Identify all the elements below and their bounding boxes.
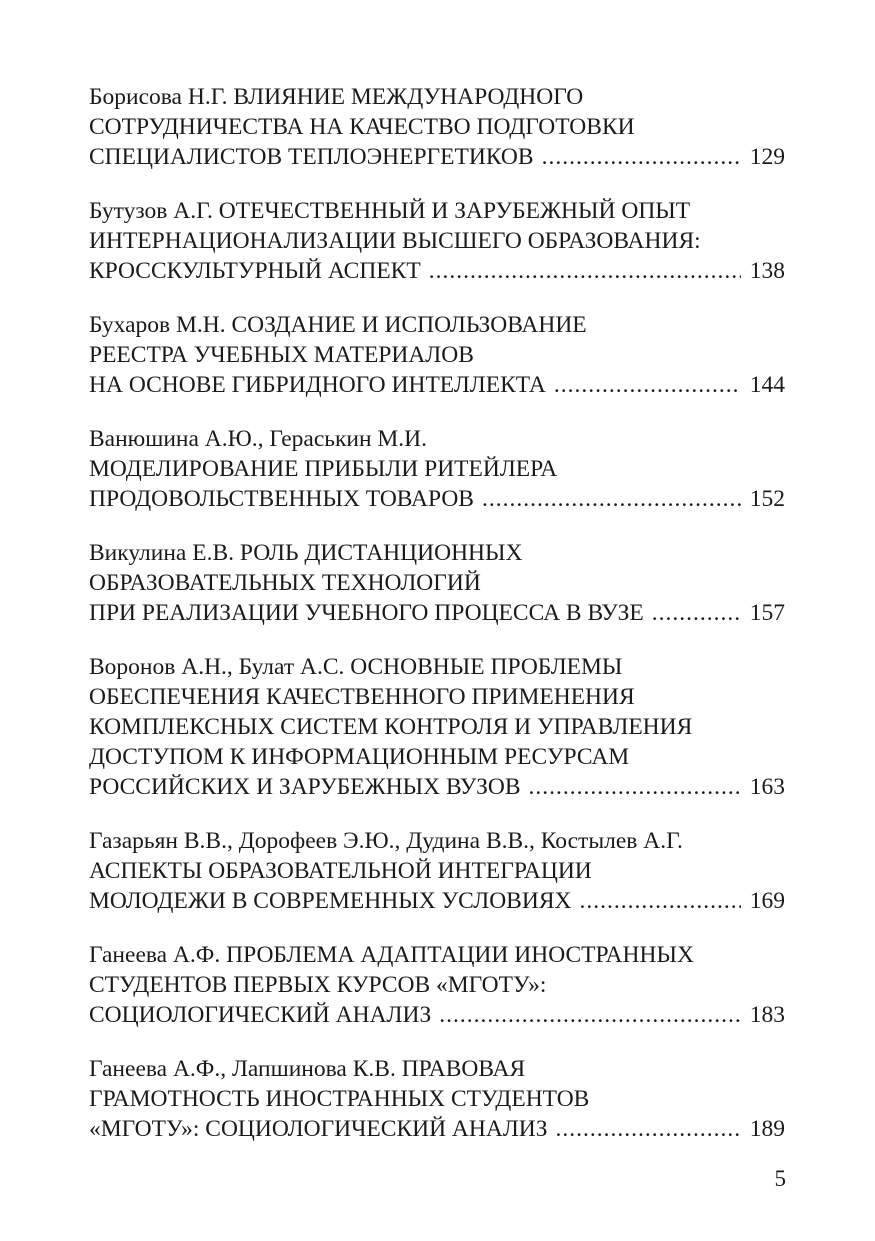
toc-entry xyxy=(89,940,785,1030)
table-of-contents xyxy=(89,82,785,1168)
entry-line: ИНТЕРНАЦИОНАЛИЗАЦИИ ВЫСШЕГО ОБРАЗОВАНИЯ: xyxy=(89,228,701,254)
entry-title-end: ПРИ РЕАЛИЗАЦИИ УЧЕБНОГО ПРОЦЕССА В ВУЗЕ xyxy=(89,600,644,626)
dot-leader xyxy=(554,370,741,400)
entry-page-number: 183 xyxy=(749,1002,785,1028)
dot-leader xyxy=(429,256,741,286)
entry-title-end: МОЛОДЕЖИ В СОВРЕМЕННЫХ УСЛОВИЯХ xyxy=(89,888,572,914)
entry-last-line xyxy=(89,142,785,172)
entry-title-end: СПЕЦИАЛИСТОВ ТЕПЛОЭНЕРГЕТИКОВ xyxy=(89,144,534,170)
entry-line: Бухаров М.Н. СОЗДАНИЕ И ИСПОЛЬЗОВАНИЕ xyxy=(89,312,587,338)
entry-title-end: «МГОТУ»: СОЦИОЛОГИЧЕСКИЙ АНАЛИЗ xyxy=(89,1116,548,1142)
entry-line: Воронов А.Н., Булат А.С. ОСНОВНЫЕ ПРОБЛЕМЫ xyxy=(89,654,623,680)
dot-leader xyxy=(482,484,741,514)
toc-entry xyxy=(89,82,785,172)
page-number: 5 xyxy=(774,1166,786,1191)
dot-leader xyxy=(439,1000,741,1030)
entry-line: ОБРАЗОВАТЕЛЬНЫХ ТЕХНОЛОГИЙ xyxy=(89,570,481,596)
toc-entry xyxy=(89,826,785,916)
entry-last-line xyxy=(89,484,785,514)
toc-entry xyxy=(89,310,785,400)
entry-line: Ганеева А.Ф. ПРОБЛЕМА АДАПТАЦИИ ИНОСТРАННЫХ xyxy=(89,942,694,968)
entry-title-end: РОССИЙСКИХ И ЗАРУБЕЖНЫХ ВУЗОВ xyxy=(89,774,521,800)
dot-leader xyxy=(579,886,741,916)
entry-last-line xyxy=(89,256,785,286)
entry-last-line xyxy=(89,772,785,802)
entry-page-number: 169 xyxy=(749,888,785,914)
entry-line: МОДЕЛИРОВАНИЕ ПРИБЫЛИ РИТЕЙЛЕРА xyxy=(89,456,558,482)
toc-entry xyxy=(89,652,785,802)
entry-line: ДОСТУПОМ К ИНФОРМАЦИОННЫМ РЕСУРСАМ xyxy=(89,744,630,770)
toc-entry xyxy=(89,1054,785,1144)
entry-last-line xyxy=(89,1000,785,1030)
dot-leader xyxy=(542,142,741,172)
entry-last-line xyxy=(89,370,785,400)
toc-entry xyxy=(89,424,785,514)
entry-page-number: 189 xyxy=(749,1116,785,1142)
entry-title-end: КРОССКУЛЬТУРНЫЙ АСПЕКТ xyxy=(89,258,421,284)
toc-entry xyxy=(89,538,785,628)
entry-page-number: 138 xyxy=(749,258,785,284)
entry-page-number: 144 xyxy=(749,372,785,398)
entry-line: Викулина Е.В. РОЛЬ ДИСТАНЦИОННЫХ xyxy=(89,540,523,566)
entry-page-number: 163 xyxy=(749,774,785,800)
entry-page-number: 157 xyxy=(749,600,785,626)
entry-last-line xyxy=(89,598,785,628)
entry-page-number: 152 xyxy=(749,486,785,512)
entry-line: Газарьян В.В., Дорофеев Э.Ю., Дудина В.В., Костылев А.Г. xyxy=(89,828,683,854)
entry-last-line xyxy=(89,886,785,916)
dot-leader xyxy=(652,598,741,628)
entry-line: Бутузов А.Г. ОТЕЧЕСТВЕННЫЙ И ЗАРУБЕЖНЫЙ ОПЫТ xyxy=(89,198,691,224)
entry-line: Ганеева А.Ф., Лапшинова К.В. ПРАВОВАЯ xyxy=(89,1056,526,1082)
entry-line: ОБЕСПЕЧЕНИЯ КАЧЕСТВЕННОГО ПРИМЕНЕНИЯ xyxy=(89,684,635,710)
entry-line: ГРАМОТНОСТЬ ИНОСТРАННЫХ СТУДЕНТОВ xyxy=(89,1086,590,1112)
dot-leader xyxy=(529,772,741,802)
entry-line: Ванюшина А.Ю., Гераськин М.И. xyxy=(89,426,428,452)
entry-line: РЕЕСТРА УЧЕБНЫХ МАТЕРИАЛОВ xyxy=(89,342,474,368)
entry-title-end: НА ОСНОВЕ ГИБРИДНОГО ИНТЕЛЛЕКТА xyxy=(89,372,546,398)
entry-line: СОТРУДНИЧЕСТВА НА КАЧЕСТВО ПОДГОТОВКИ xyxy=(89,114,635,140)
entry-page-number: 129 xyxy=(749,144,785,170)
entry-last-line xyxy=(89,1114,785,1144)
entry-line: Борисова Н.Г. ВЛИЯНИЕ МЕЖДУНАРОДНОГО xyxy=(89,84,584,110)
entry-line: КОМПЛЕКСНЫХ СИСТЕМ КОНТРОЛЯ И УПРАВЛЕНИЯ xyxy=(89,714,693,740)
entry-title-end: ПРОДОВОЛЬСТВЕННЫХ ТОВАРОВ xyxy=(89,486,474,512)
entry-line: СТУДЕНТОВ ПЕРВЫХ КУРСОВ «МГОТУ»: xyxy=(89,972,547,998)
entry-title-end: СОЦИОЛОГИЧЕСКИЙ АНАЛИЗ xyxy=(89,1002,432,1028)
dot-leader xyxy=(556,1114,741,1144)
entry-line: АСПЕКТЫ ОБРАЗОВАТЕЛЬНОЙ ИНТЕГРАЦИИ xyxy=(89,858,592,884)
toc-entry xyxy=(89,196,785,286)
